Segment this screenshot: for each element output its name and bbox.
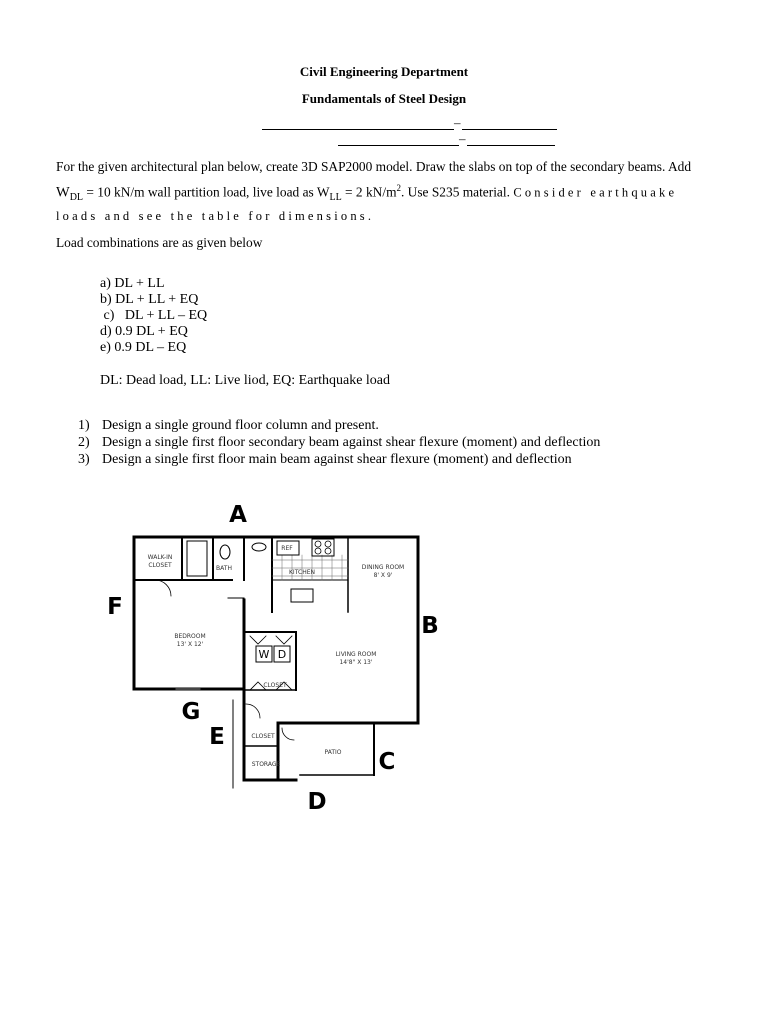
wll-exponent: 2	[396, 183, 401, 193]
department-title: Civil Engineering Department	[299, 64, 469, 79]
wdl-text: = 10 kN/m wall partition load, live load as W	[83, 184, 330, 200]
wdl-subscript: DL	[69, 192, 84, 204]
room-dining: DINING ROOM	[361, 564, 405, 571]
task-number: 2)	[78, 435, 90, 450]
task-text: Design a single first floor secondary beam against shear flexure (moment) and deflection	[102, 435, 601, 450]
sink	[252, 543, 266, 551]
door-patio-swing	[282, 728, 294, 740]
combination-d: d) 0.9 DL + EQ	[100, 324, 188, 339]
combinations-intro: Load combinations are as given below	[56, 235, 263, 250]
room-dining-size: 8' X 9'	[373, 572, 393, 579]
door-closet-swing	[155, 580, 171, 596]
combination-c: c) DL + LL – EQ	[100, 308, 208, 323]
combination-a: a) DL + LL	[100, 276, 165, 291]
kitchen-tiles	[272, 555, 348, 580]
load-definitions: DL: Dead load, LL: Live liod, EQ: Earthquake load	[100, 373, 391, 388]
axis-label-a: A	[229, 502, 247, 528]
room-kitchen: KITCHEN	[289, 569, 315, 576]
combination-e: e) 0.9 DL – EQ	[100, 340, 187, 355]
room-living-size: 14'8" X 13'	[339, 659, 373, 666]
blank-line-2-mark: –	[459, 131, 466, 146]
washer-label: W	[258, 648, 270, 661]
wll-subscript: LL	[329, 192, 342, 204]
room-patio: PATIO	[324, 749, 342, 756]
room-bedroom-size: 13' X 12'	[176, 641, 204, 648]
bathtub	[187, 541, 207, 576]
room-ref: REF	[281, 545, 293, 552]
room-living: LIVING ROOM	[335, 651, 377, 658]
blank-line-1-mark: –	[454, 115, 461, 130]
axis-label-c: C	[378, 749, 396, 775]
room-closet-laundry: CLOSET	[263, 682, 287, 689]
task-number: 3)	[78, 452, 90, 467]
axis-label-g: G	[181, 699, 201, 725]
room-walk-in-closet: CLOSET	[148, 562, 172, 569]
axis-label-d: D	[307, 789, 327, 815]
task-number: 1)	[78, 418, 90, 433]
earthquake-note: Consider earthquake	[513, 185, 678, 200]
course-title: Fundamentals of Steel Design	[301, 91, 467, 106]
kitchen-sink	[291, 589, 313, 602]
wll-tail: . Use S235 material.	[400, 184, 510, 200]
wll-text: = 2 kN/m	[341, 184, 397, 200]
stove	[312, 539, 334, 556]
combination-b: b) DL + LL + EQ	[100, 292, 199, 307]
dryer-label: D	[277, 648, 287, 661]
intro-line-3: loads and see the table for dimensions.	[56, 209, 375, 223]
door-closet-swing-2	[246, 704, 260, 718]
toilet	[220, 545, 230, 559]
task-text: Design a single ground floor column and present.	[102, 418, 379, 433]
room-storage: STORAGE	[251, 761, 281, 768]
room-walk-in: WALK-IN	[147, 554, 173, 561]
intro-line-1: For the given architectural plan below, create 3D SAP2000 model. Draw the slabs on top of the secondary beams. Add	[56, 159, 692, 174]
wdl-symbol: W	[56, 184, 70, 201]
room-bedroom: BEDROOM	[174, 633, 206, 640]
task-text: Design a single first floor main beam against shear flexure (moment) and deflection	[102, 452, 572, 467]
axis-label-b: B	[421, 613, 439, 639]
room-closet-lower: CLOSET	[251, 733, 275, 740]
axis-label-e: E	[209, 724, 225, 750]
room-bath: BATH	[216, 565, 232, 572]
axis-label-f: F	[107, 594, 123, 620]
